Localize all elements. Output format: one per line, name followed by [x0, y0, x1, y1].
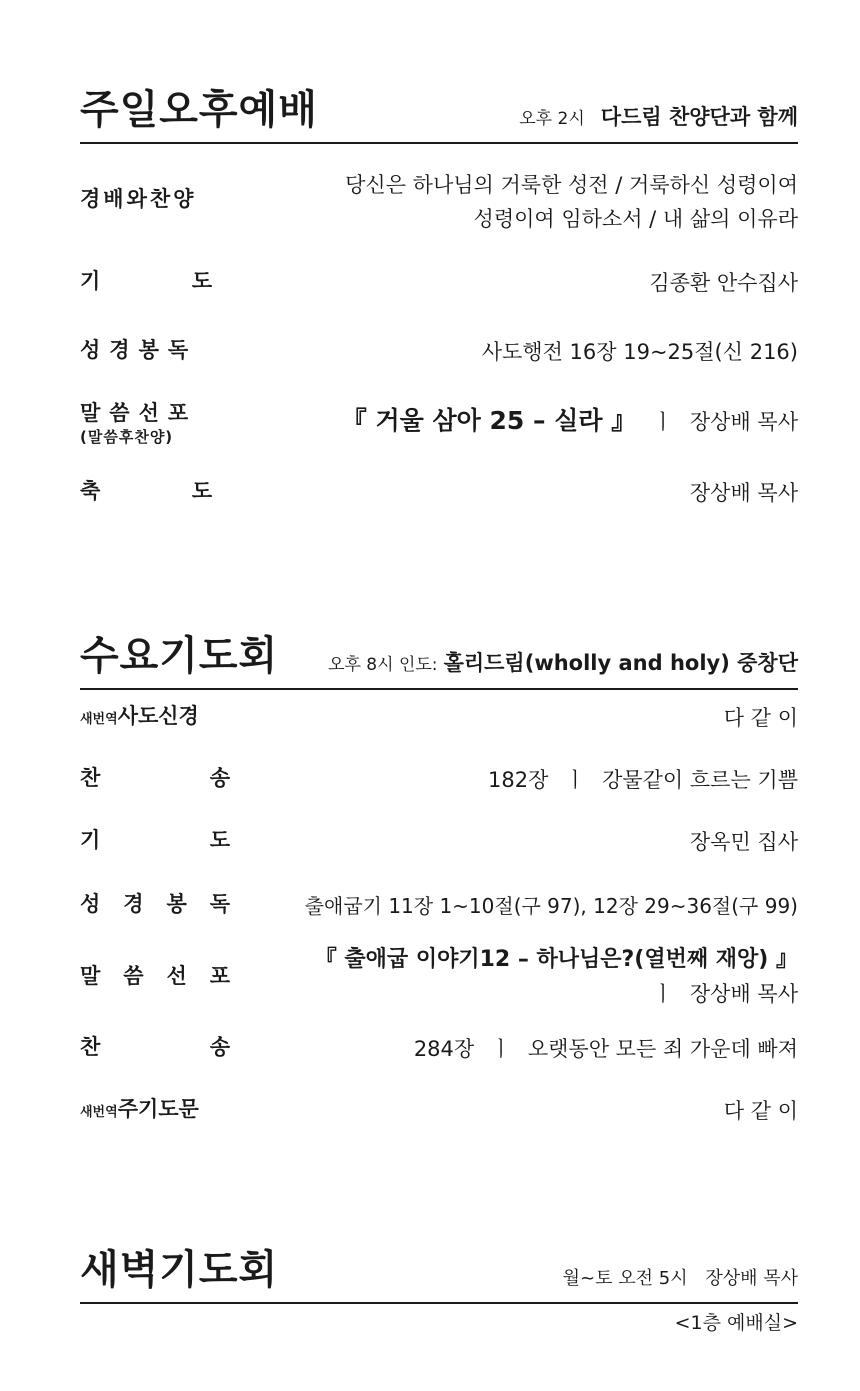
wednesday-leader: 홀리드림(wholly and holy) 중창단 — [443, 651, 798, 675]
wed-prayer-row — [80, 825, 798, 859]
dawn-section-header — [80, 1242, 798, 1304]
hymn2-title: 오랫동안 모든 죄 가운데 빠져 — [527, 1037, 798, 1061]
hymn2-number: 284장 — [413, 1037, 475, 1061]
wed-hymn2-row — [80, 1032, 798, 1066]
dawn-time: 월~토 오전 5시 — [562, 1268, 688, 1289]
prayer-value: 김종환 안수집사 — [649, 271, 798, 295]
dawn-location: <1층 예배실> — [674, 1312, 798, 1334]
separator: ㅣ — [565, 768, 586, 792]
reading-label-char: 독 — [209, 892, 230, 916]
prayer-label — [80, 825, 230, 855]
reading-value: 사도행전 16장 19~25절(신 216) — [481, 340, 798, 364]
sunday-sermon-row — [80, 396, 798, 448]
lords-prayer-name: 주기도문 — [117, 1097, 199, 1121]
separator: ㅣ — [652, 982, 674, 1006]
reading-label-char: 성 — [80, 892, 101, 916]
praise-songs — [345, 168, 798, 236]
sunday-prayer-row — [80, 266, 798, 300]
prayer-label-char: 도 — [209, 828, 230, 852]
benediction-label-char: 도 — [191, 479, 212, 503]
hymn-label-char: 송 — [209, 1035, 230, 1059]
sunday-reading-row — [80, 335, 798, 369]
hymn2-value — [414, 1032, 798, 1066]
sunday-lead: 다드림 찬양단과 함께 — [600, 105, 798, 129]
separator: ㅣ — [490, 1037, 512, 1061]
dawn-title: 새벽기도회 — [80, 1247, 279, 1293]
reading-value: 출애굽기 11장 1~10절(구 97), 12장 29~36절(구 99) — [304, 894, 798, 918]
dawn-leader: 장상배 목사 — [705, 1268, 798, 1289]
wed-hymn1-row — [80, 763, 798, 797]
sermon-title: 『 출애굽 이야기12 – 하나님은?(열번째 재앙) 』 — [314, 947, 798, 972]
sermon-preacher: 장상배 목사 — [689, 410, 798, 434]
hymn-label-char: 찬 — [80, 766, 101, 790]
sunday-meta — [519, 104, 798, 132]
sunday-title: 주일오후예배 — [80, 87, 318, 133]
lords-prayer-prefix: 새번역 — [80, 1105, 118, 1120]
sermon-label — [80, 961, 230, 991]
wed-creed-row — [80, 701, 798, 735]
creed-label — [80, 701, 199, 735]
hymn1-value — [488, 763, 798, 797]
hymn1-title: 강물같이 흐르는 기쁨 — [602, 768, 798, 792]
benediction-label — [80, 476, 212, 506]
reading-label-char: 경 — [123, 892, 144, 916]
reading-label: 성경봉독 — [80, 338, 198, 362]
hymn1-number: 182장 — [488, 768, 549, 792]
prayer-label-char: 기 — [80, 269, 101, 293]
sermon-label-main: 말씀선포 — [80, 401, 198, 425]
creed-prefix: 새번역 — [80, 712, 118, 727]
sermon-label-char: 말 — [80, 964, 101, 988]
sermon-sublabel: (말씀후찬양) — [80, 428, 174, 446]
hymn2-label — [80, 1032, 230, 1062]
sermon-label — [80, 398, 197, 446]
praise-line-1: 당신은 하나님의 거룩한 성전 / 거룩하신 성령이여 — [345, 173, 798, 197]
wednesday-title: 수요기도회 — [80, 633, 279, 679]
benediction-value: 장상배 목사 — [689, 481, 798, 505]
sermon-value — [342, 404, 798, 439]
prayer-label-char: 도 — [191, 269, 212, 293]
creed-value: 다 같 이 — [723, 706, 798, 730]
wednesday-section-header — [80, 628, 798, 690]
prayer-value: 장옥민 집사 — [689, 830, 798, 854]
wed-reading-row — [80, 889, 798, 923]
hymn1-label — [80, 763, 230, 793]
praise-line-2: 성령이여 임하소서 / 내 삶의 이유라 — [473, 207, 798, 231]
dawn-meta — [563, 1266, 798, 1292]
sermon-label-char: 포 — [209, 964, 230, 988]
wed-sermon-row — [80, 943, 798, 1013]
wednesday-meta-prefix: 오후 8시 인도: — [328, 655, 438, 675]
lords-prayer-label — [80, 1094, 199, 1128]
sermon-preacher: 장상배 목사 — [689, 982, 798, 1006]
sunday-time: 오후 2시 — [519, 109, 585, 129]
sunday-benediction-row — [80, 476, 798, 510]
sermon-byline — [315, 977, 798, 1011]
sermon-title: 『 거울 삼아 25 – 실라 』 — [341, 406, 637, 435]
reading-label — [80, 889, 230, 919]
hymn-label-char: 찬 — [80, 1035, 101, 1059]
reading-label-char: 봉 — [166, 892, 187, 916]
wednesday-meta — [328, 650, 798, 678]
praise-label: 경배와찬양 — [80, 187, 197, 211]
wed-lords-prayer-row — [80, 1094, 798, 1128]
sermon-label-char: 씀 — [123, 964, 144, 988]
hymn-label-char: 송 — [209, 766, 230, 790]
sermon-label-char: 선 — [166, 964, 187, 988]
separator: ㅣ — [652, 410, 674, 434]
creed-name: 사도신경 — [117, 704, 199, 728]
sunday-section-header — [80, 86, 798, 144]
prayer-label — [80, 266, 212, 296]
prayer-label-char: 기 — [80, 828, 101, 852]
sermon-value — [315, 943, 798, 1011]
benediction-label-char: 축 — [80, 479, 101, 503]
lords-prayer-value: 다 같 이 — [723, 1099, 798, 1123]
sunday-praise-row — [80, 168, 798, 238]
